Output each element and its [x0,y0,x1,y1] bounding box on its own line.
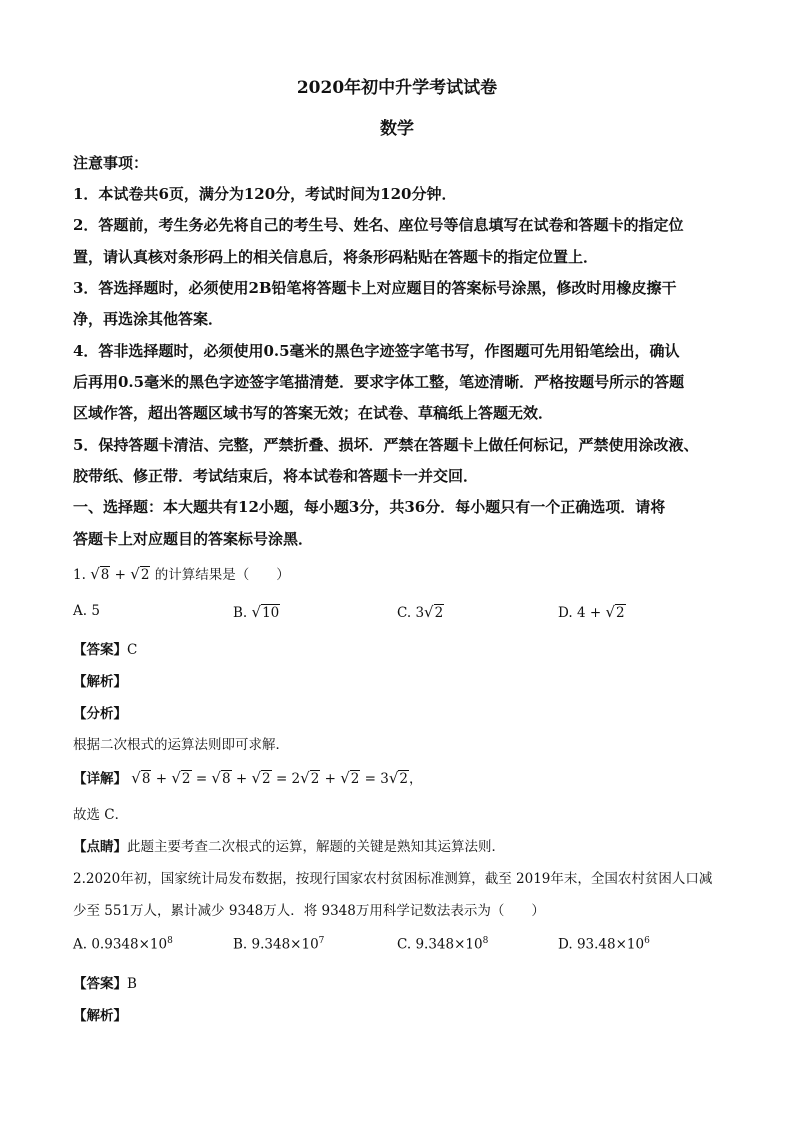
q1-detail: 【详解】 √8 + √2 = √8 + √2 = 2√2 + √2 = 3√2， [73,769,423,787]
q1-dianjing: 【点睛】此题主要考查二次根式的运算，解题的关键是熟知其运算法则． [73,839,505,855]
notes-line: 后再用0.5毫米的黑色字迹签字笔描清楚．要求字体工整，笔迹清晰．严格按题号所示的答题 [73,373,685,391]
exam-title: 2020年初中升学考试试卷 [296,78,498,98]
q1-choose: 故选 C． [73,807,129,823]
q1-option-d: D. 4 + √2 [558,603,625,621]
section-heading-cont: 答题卡上对应题目的答案标号涂黑． [73,530,314,548]
notes-line: 4．答非选择题时，必须使用0.5毫米的黑色字迹签字笔书写，作图题可先用铅笔绘出，确认 [73,342,680,360]
question-2-stem: 2.2020年初，国家统计局发布数据，按现行国家农村贫困标准测算，截至 2019年末，全国农村贫困人口减 [73,871,713,887]
q1-option-a: A. 5 [73,603,100,619]
notes-heading: 注意事项： [73,154,149,172]
q2-option-b: B. $9.348\times 10^7$ [233,936,325,953]
notes-line: 1．本试卷共6页，满分为120分，考试时间为120分钟． [73,185,457,203]
sqrt-expression: √2 [130,565,150,583]
q1-fenxi-text: 根据二次根式的运算法则即可求解． [73,737,289,753]
q1-fenxi-tag: 【分析】 [73,706,127,722]
exam-subject: 数学 [380,119,414,139]
notes-line: 胶带纸、修正带．考试结束后，将本试卷和答题卡一并交回． [73,467,479,485]
sqrt-expression: √8 [90,565,110,583]
q2-option-a: A. $0.9348\times 10^8$ [73,936,173,953]
question-2-stem-cont: 少至 551万人，累计减少 9348万人．将 9348万用科学记数法表示为（ ） [73,903,545,919]
q2-analysis-tag: 【解析】 [73,1008,127,1024]
notes-line: 置，请认真核对条形码上的相关信息后，将条形码粘贴在答题卡的指定位置上． [73,248,599,266]
q1-answer: 【答案】C [73,642,138,658]
q1-option-c: C. 3√2 [397,603,444,621]
q1-option-b: B. √10 [233,603,280,621]
q2-answer: 【答案】B [73,976,137,992]
section-heading: 一、选择题：本大题共有12小题，每小题3分，共36分．每小题只有一个正确选项．请将 [73,498,666,516]
q2-option-d: D. $93.48\times 10^6$ [558,936,650,953]
q1-analysis-tag: 【解析】 [73,674,127,690]
notes-line: 3．答选择题时，必须使用2B铅笔将答题卡上对应题目的答案标号涂黑，修改时用橡皮擦干 [73,279,677,297]
question-1-stem: 1. √8 + √2 的计算结果是（ ） [73,565,290,583]
q2-option-c: C. $9.348\times 10^8$ [397,936,489,953]
notes-line: 5．保持答题卡清洁、完整，严禁折叠、损坏．严禁在答题卡上做任何标记，严禁使用涂改液、 [73,436,699,454]
notes-line: 区域作答，超出答题区域书写的答案无效；在试卷、草稿纸上答题无效． [73,404,554,422]
notes-line: 2．答题前，考生务必先将自己的考生号、姓名、座位号等信息填写在试卷和答题卡的指定位 [73,216,684,234]
notes-line: 净，再选涂其他答案． [73,310,224,328]
